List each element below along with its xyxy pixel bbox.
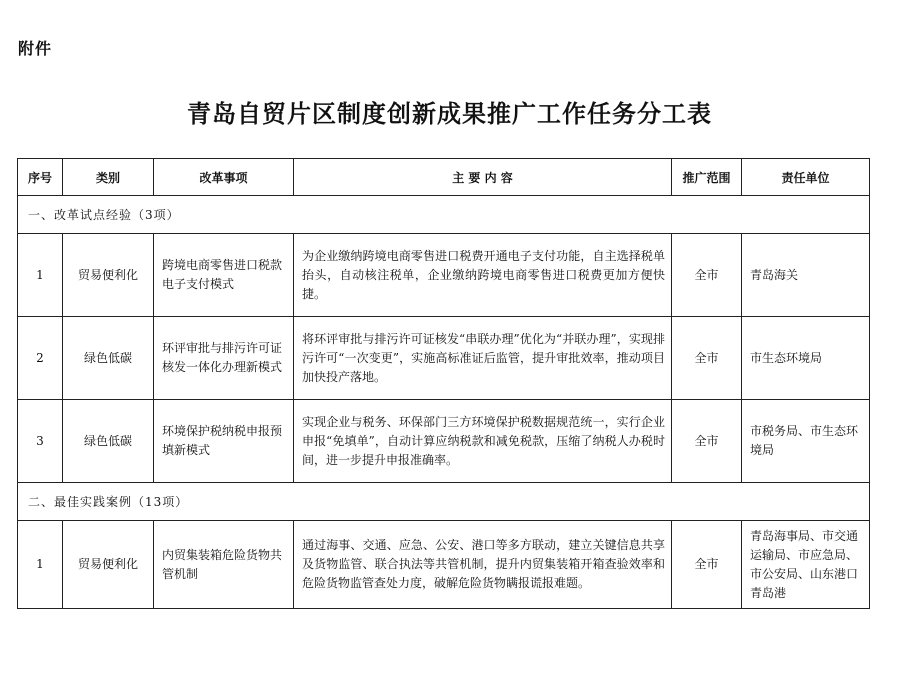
- header-category: 类别: [63, 159, 154, 196]
- task-division-table: [17, 158, 870, 609]
- section-row: [18, 196, 870, 234]
- header-serial-no: 序号: [18, 159, 63, 196]
- cell-scope: 全市: [672, 317, 742, 400]
- cell-category: 绿色低碳: [63, 317, 154, 400]
- cell-reform-item: 跨境电商零售进口税款电子支付模式: [154, 234, 294, 317]
- cell-responsible-unit: 青岛海关: [742, 234, 870, 317]
- header-scope: 推广范围: [672, 159, 742, 196]
- header-reform-item: 改革事项: [154, 159, 294, 196]
- document-title: 青岛自贸片区制度创新成果推广工作任务分工表: [187, 100, 712, 128]
- section-label: 一、改革试点经验（3项）: [18, 196, 870, 234]
- cell-responsible-unit: 青岛海事局、市交通运输局、市应急局、市公安局、山东港口青岛港: [742, 521, 870, 609]
- section-row: [18, 483, 870, 521]
- cell-reform-item: 环境保护税纳税申报预填新模式: [154, 400, 294, 483]
- cell-responsible-unit: 市生态环境局: [742, 317, 870, 400]
- cell-content: 为企业缴纳跨境电商零售进口税费开通电子支付功能，自主选择税单抬头，自动核注税单，企业缴纳跨境电商零售进口税费更加方便快捷。: [294, 234, 672, 317]
- cell-category: 绿色低碳: [63, 400, 154, 483]
- section-label: 二、最佳实践案例（13项）: [18, 483, 870, 521]
- cell-scope: 全市: [672, 234, 742, 317]
- cell-no: 1: [18, 234, 63, 317]
- cell-reform-item: 内贸集装箱危险货物共管机制: [154, 521, 294, 609]
- table-header-row: [18, 159, 870, 196]
- table-row: [18, 234, 870, 317]
- cell-responsible-unit: 市税务局、市生态环境局: [742, 400, 870, 483]
- header-main-content: 主 要 内 容: [294, 159, 672, 196]
- cell-content: 通过海事、交通、应急、公安、港口等多方联动，建立关键信息共享及货物监管、联合执法等共管机制，提升内贸集装箱开箱查验效率和危险货物监管查处力度，破解危险货物瞒报谎报难题。: [294, 521, 672, 609]
- table-row: [18, 400, 870, 483]
- header-responsible-unit: 责任单位: [742, 159, 870, 196]
- cell-reform-item: 环评审批与排污许可证核发一体化办理新模式: [154, 317, 294, 400]
- table-row: [18, 521, 870, 609]
- cell-content: 将环评审批与排污许可证核发“串联办理”优化为“并联办理”，实现排污许可“一次变更”，实施高标准证后监管，提升审批效率，推动项目加快投产落地。: [294, 317, 672, 400]
- cell-content: 实现企业与税务、环保部门三方环境保护税数据规范统一，实行企业申报“免填单”，自动计算应纳税款和减免税款，压缩了纳税人办税时间，进一步提升申报准确率。: [294, 400, 672, 483]
- cell-category: 贸易便利化: [63, 521, 154, 609]
- attachment-label: 附件: [18, 39, 53, 58]
- cell-no: 1: [18, 521, 63, 609]
- cell-no: 3: [18, 400, 63, 483]
- cell-scope: 全市: [672, 400, 742, 483]
- table-row: [18, 317, 870, 400]
- cell-category: 贸易便利化: [63, 234, 154, 317]
- cell-scope: 全市: [672, 521, 742, 609]
- cell-no: 2: [18, 317, 63, 400]
